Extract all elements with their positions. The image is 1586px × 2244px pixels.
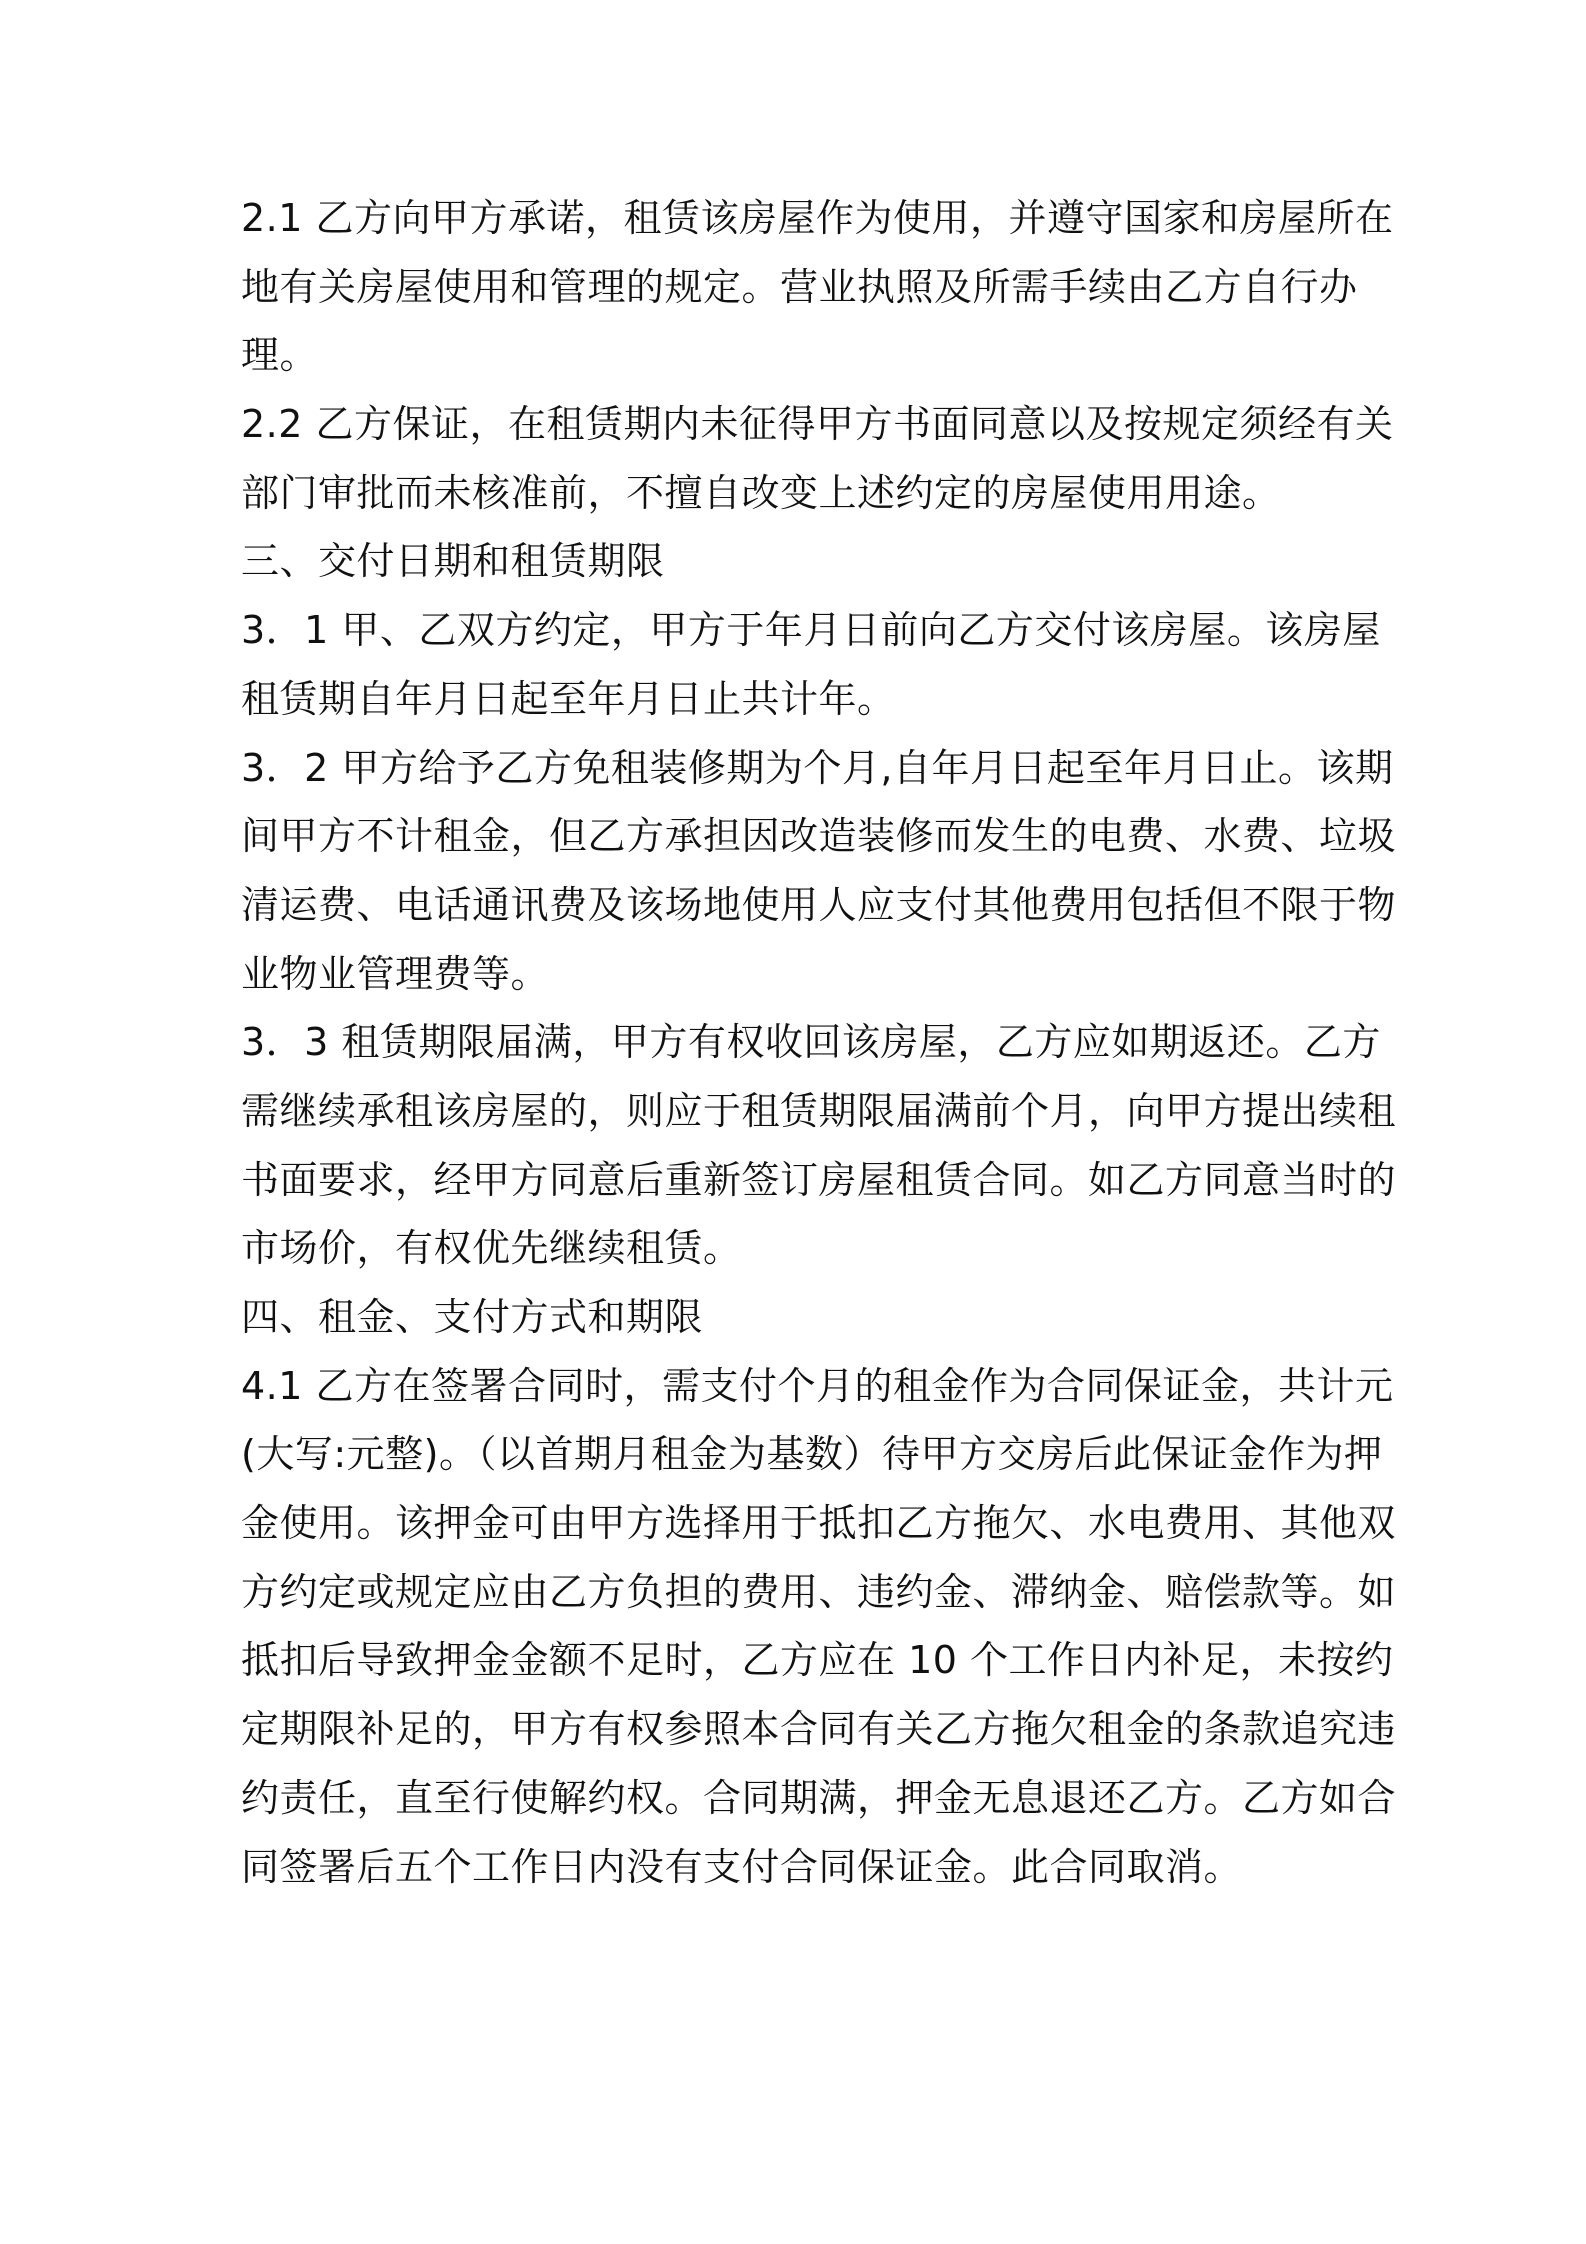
text-line: 3．3 租赁期限届满，甲方有权收回该房屋，乙方应如期返还。乙方 — [241, 1020, 1381, 1065]
text-line: 地有关房屋使用和管理的规定。营业执照及所需手续由乙方自行办 — [241, 264, 1358, 309]
text-line: 定期限补足的，甲方有权参照本合同有关乙方拖欠租金的条款追究违 — [241, 1707, 1397, 1752]
text-line: 2.2 乙方保证，在租赁期内未征得甲方书面同意以及按规定须经有关 — [241, 402, 1394, 447]
text-line: 3．2 甲方给予乙方免租装修期为个月,自年月日起至年月日止。该期 — [241, 745, 1394, 790]
contract-page — [241, 184, 1397, 1901]
text-line: 3．1 甲、乙双方约定，甲方于年月日前向乙方交付该房屋。该房屋 — [241, 608, 1381, 653]
text-line: 约责任，直至行使解约权。合同期满，押金无息退还乙方。乙方如合 — [241, 1775, 1397, 1820]
text-line: 清运费、电话通讯费及该场地使用人应支付其他费用包括但不限于物 — [241, 882, 1397, 927]
text-line: 抵扣后导致押金金额不足时，乙方应在 10 个工作日内补足，未按约 — [241, 1638, 1394, 1683]
text-line: 理。 — [241, 333, 319, 378]
text-line: 需继续承租该房屋的，则应于租赁期限届满前个月，向甲方提出续租 — [241, 1088, 1397, 1133]
text-line: 方约定或规定应由乙方负担的费用、违约金、滞纳金、赔偿款等。如 — [241, 1569, 1397, 1614]
text-line: 书面要求，经甲方同意后重新签订房屋租赁合同。如乙方同意当时的 — [241, 1157, 1397, 1202]
text-line: 同签署后五个工作日内没有支付合同保证金。此合同取消。 — [241, 1844, 1243, 1889]
text-line: (大写:元整)。（以首期月租金为基数）待甲方交房后此保证金作为押 — [241, 1432, 1383, 1477]
text-line: 租赁期自年月日起至年月日止共计年。 — [241, 676, 896, 721]
section-heading: 四、租金、支付方式和期限 — [241, 1295, 704, 1339]
text-line: 间甲方不计租金，但乙方承担因改造装修而发生的电费、水费、垃圾 — [241, 814, 1397, 859]
section-heading: 三、交付日期和租赁期限 — [241, 539, 665, 584]
text-line: 业物业管理费等。 — [241, 951, 550, 996]
text-line: 市场价，有权优先继续租赁。 — [241, 1226, 742, 1271]
text-line: 2.1 乙方向甲方承诺，租赁该房屋作为使用，并遵守国家和房屋所在 — [241, 196, 1394, 240]
text-line: 部门审批而未核准前，不擅自改变上述约定的房屋使用用途。 — [241, 470, 1281, 515]
text-line: 4.1 乙方在签署合同时，需支付个月的租金作为合同保证金，共计元 — [241, 1363, 1394, 1408]
text-line: 金使用。该押金可由甲方选择用于抵扣乙方拖欠、水电费用、其他双 — [241, 1501, 1397, 1546]
